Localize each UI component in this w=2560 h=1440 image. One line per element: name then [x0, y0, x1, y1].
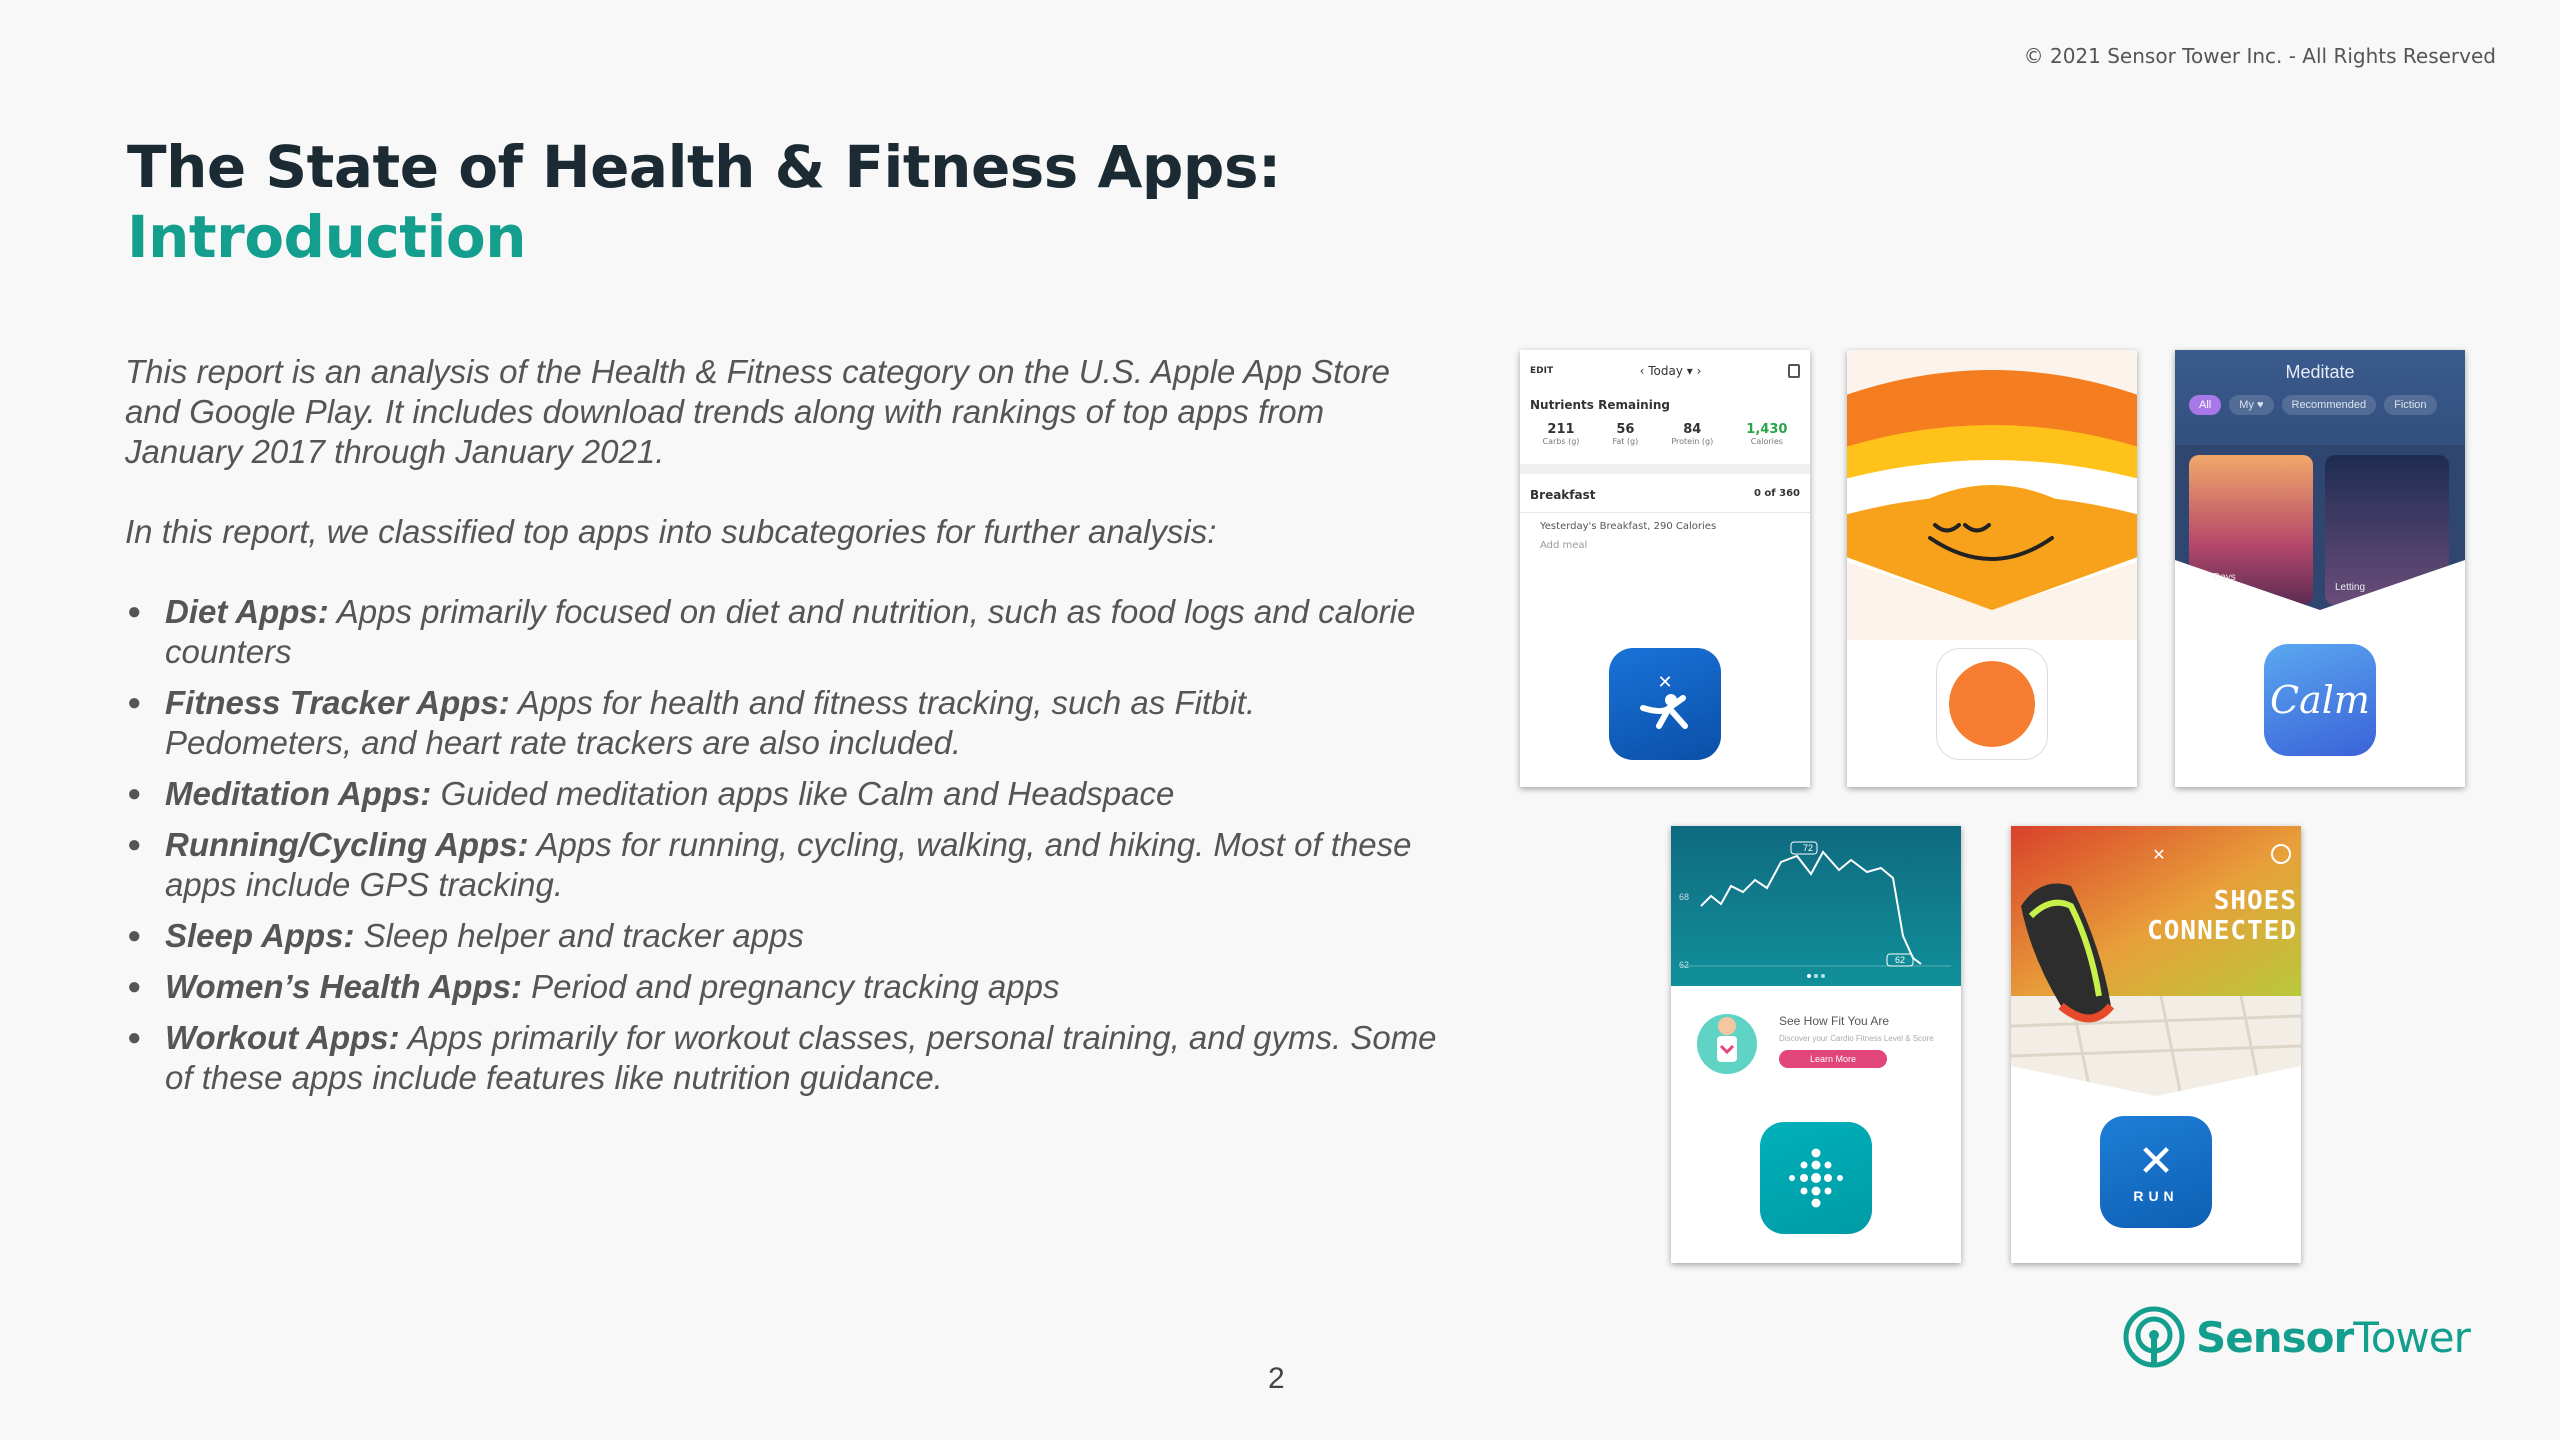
calm-tab: All: [2189, 395, 2221, 415]
stat-label: Carbs (g): [1542, 437, 1580, 446]
calm-icon: [2264, 644, 2376, 756]
bullet-term: Running/Cycling Apps:: [165, 826, 529, 863]
chart-label: 62: [1894, 955, 1905, 965]
calm-screenshot: [2175, 350, 2465, 610]
list-item: [125, 967, 1445, 1007]
mfp-breakfast-count: 0 of 360: [1753, 488, 1800, 499]
page-title: The State of Health & Fitness Apps:: [127, 133, 1281, 201]
mfp-add-meal: Add meal: [1540, 540, 1588, 551]
bullet-text: Apps for running, cycling, walking, and hiking. Most of these apps include GPS tracking.: [165, 826, 1412, 903]
bullet-term: Fitness Tracker Apps:: [165, 684, 510, 721]
chart-label: 68: [1679, 892, 1690, 902]
stat-label: Fat (g): [1612, 437, 1639, 446]
intro-paragraph-1: This report is an analysis of the Health & Fitness category on the U.S. Apple App Store and Google Play. It includes download trends along with rankings of top apps from January 2017 through January 2021.: [125, 353, 1391, 470]
headspace-icon: [1936, 648, 2048, 760]
app-card-calm: [2175, 350, 2465, 787]
brand-name: [2196, 1313, 2470, 1362]
calm-meditate-label: Meditate: [2285, 362, 2355, 382]
brand-name-part-2: Tower: [2353, 1312, 2470, 1362]
mfp-edit: EDIT: [1530, 366, 1554, 376]
svg-text:✕: ✕: [1657, 672, 1673, 693]
headspace-screenshot: [1847, 350, 2137, 640]
stat-label: Calories: [1750, 437, 1783, 446]
app-card-headspace: [1847, 350, 2137, 787]
ua-run-icon-text: RUN: [2133, 1188, 2179, 1204]
fitbit-promo-title: See How Fit You Are: [1779, 1014, 1890, 1028]
list-item: [125, 825, 1445, 905]
sensor-tower-logo-icon: [2122, 1305, 2186, 1369]
stat-value: 1,430: [1746, 422, 1788, 437]
report-body: [125, 352, 1445, 1109]
page-number: 2: [1268, 1362, 1285, 1395]
bullet-term: Workout Apps:: [165, 1019, 400, 1056]
calm-card-label: Days: [2213, 572, 2236, 583]
bullet-term: Meditation Apps:: [165, 775, 432, 812]
under-armour-mfp-icon: [1609, 648, 1721, 760]
calm-tab: Fiction: [2384, 395, 2436, 415]
bullet-text: Sleep helper and tracker apps: [354, 917, 804, 954]
bullet-term: Diet Apps:: [165, 593, 329, 630]
ua-run-screenshot: [2011, 826, 2301, 1096]
list-item: [125, 916, 1445, 956]
fitbit-promo-subtitle: Discover your Cardio Fitness Level & Score: [1779, 1034, 1934, 1043]
list-item: [125, 1018, 1445, 1098]
bullet-term: Sleep Apps:: [165, 917, 355, 954]
page-subtitle: Introduction: [127, 203, 526, 271]
mfp-nutrients: Nutrients Remaining: [1530, 398, 1670, 412]
app-card-fitbit: [1671, 826, 1961, 1263]
mfp-yesterday: Yesterday's Breakfast, 290 Calories: [1540, 521, 1717, 532]
ua-headline-line-1: SHOES: [2213, 886, 2297, 916]
chart-label: 72: [1802, 843, 1813, 853]
calm-tab: My ♥: [2229, 395, 2273, 415]
stat-value: 56: [1616, 422, 1635, 437]
stat-value: 84: [1683, 422, 1702, 437]
ua-headline: [2147, 886, 2297, 946]
calm-tab: Recommended: [2282, 395, 2377, 415]
calendar-icon: [1788, 364, 1800, 378]
fitbit-icon: [1760, 1122, 1872, 1234]
ua-run-icon: [2100, 1116, 2212, 1228]
learn-more-button: Learn More: [1779, 1050, 1887, 1068]
ua-headline-line-2: CONNECTED: [2147, 916, 2297, 946]
bullet-term: Women’s Health Apps:: [165, 968, 522, 1005]
mfp-today: ‹ Today ▾ ›: [1639, 364, 1702, 378]
bullet-text: Guided meditation apps like Calm and Headspace: [431, 775, 1175, 812]
calm-icon-text: Calm: [2270, 678, 2370, 722]
list-item: [125, 592, 1445, 672]
stat-value: 211: [1547, 422, 1575, 437]
calm-card-label: Letting: [2335, 582, 2366, 593]
app-card-myfitnesspal: [1520, 350, 1810, 787]
stat-label: Protein (g): [1671, 437, 1714, 446]
mfp-breakfast: Breakfast: [1530, 488, 1596, 502]
sensor-tower-logo: [2122, 1305, 2470, 1369]
subcategory-list: [125, 592, 1445, 1098]
bullet-text: Apps primarily for workout classes, personal training, and gyms. Some of these apps include features like nutrition guidance.: [165, 1019, 1437, 1096]
svg-text:✕: ✕: [2152, 845, 2166, 864]
bullet-text: Apps primarily focused on diet and nutrition, such as food logs and calorie counters: [165, 593, 1416, 670]
chart-label: 62: [1679, 960, 1690, 970]
fitness-illustration-icon: [1685, 1002, 1769, 1082]
bullet-text: Apps for health and fitness tracking, such as Fitbit. Pedometers, and heart rate trackers are also included.: [165, 684, 1256, 761]
bullet-text: Period and pregnancy tracking apps: [521, 968, 1060, 1005]
list-item: [125, 774, 1445, 814]
title-block: [127, 132, 1281, 272]
app-card-ua-run: [2011, 826, 2301, 1263]
copyright: © 2021 Sensor Tower Inc. - All Rights Reserved: [2023, 44, 2496, 68]
fitbit-promo: [1671, 994, 1961, 1094]
calm-tabs: [2189, 395, 2437, 415]
intro-paragraph-2: In this report, we classified top apps into subcategories for further analysis:: [125, 513, 1217, 550]
under-armour-logo-icon: ✕: [2137, 1136, 2175, 1187]
mfp-stats: [1520, 418, 1810, 450]
brand-name-part-1: Sensor: [2196, 1312, 2354, 1362]
mfp-screenshot: [1520, 350, 1810, 640]
list-item: [125, 683, 1445, 763]
